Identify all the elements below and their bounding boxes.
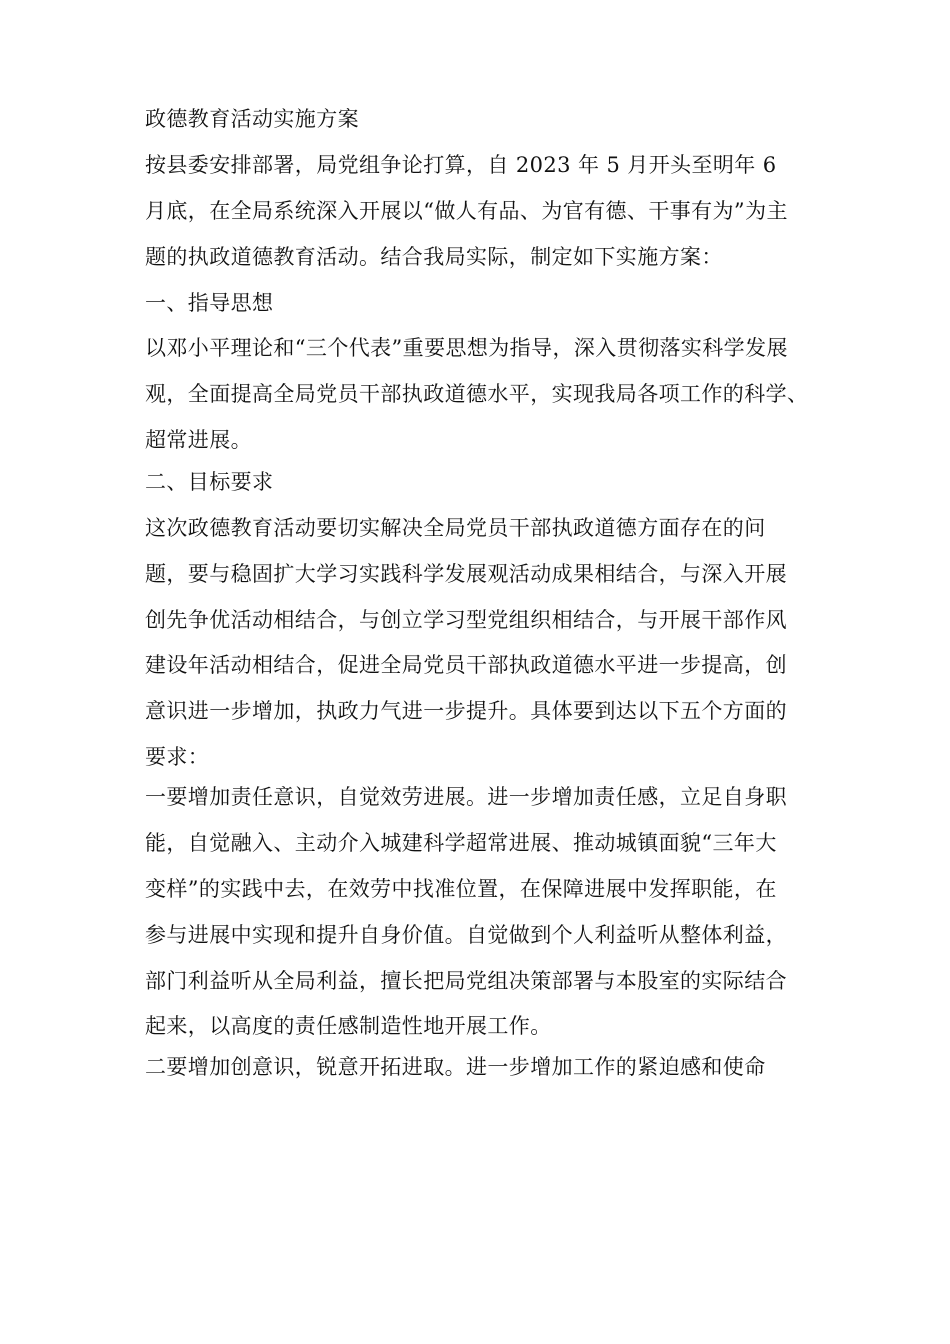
text-line: 二要增加创意识，锐意开拓进取。进一步增加工作的紧迫感和使命 [145, 1055, 766, 1079]
text-line: 参与进展中实现和提升自身价值。自觉做到个人利益听从整体利益， [145, 923, 787, 947]
text-line: 部门利益听从全局利益，擅长把局党组决策部署与本股室的实际结合 [145, 969, 787, 993]
text-line: 变样”的实践中去，在效劳中找准位置，在保障进展中发挥职能，在 [145, 877, 777, 901]
text-line: 超常进展。 [145, 428, 252, 452]
text-line: 创先争优活动相结合，与创立学习型党组织相结合，与开展干部作风 [145, 608, 787, 632]
section-heading: 一、指导思想 [145, 291, 274, 315]
text-line: 起来，以高度的责任感制造性地开展工作。 [145, 1014, 552, 1038]
text-line: 能，自觉融入、主动介入城建科学超常进展、推动城镇面貌“三年大 [145, 831, 777, 855]
document-title: 政德教育活动实施方案 [145, 107, 359, 131]
text-line: 按县委安排部署，局党组争论打算，自 2023 年 5 月开头至明年 6 [145, 153, 777, 177]
text-line: 月底，在全局系统深入开展以“做人有品、为官有德、干事有为”为主 [145, 199, 788, 223]
text-line: 建设年活动相结合，促进全局党员干部执政道德水平进一步提高，创 [145, 653, 787, 677]
section-heading: 二、目标要求 [145, 470, 274, 494]
text-line: 要求： [145, 745, 210, 769]
text-line: 题，要与稳固扩大学习实践科学发展观活动成果相结合，与深入开展 [145, 562, 787, 586]
text-line: 一要增加责任意识，自觉效劳进展。进一步增加责任感，立足自身职 [145, 785, 787, 809]
text-line: 以邓小平理论和“三个代表”重要思想为指导，深入贯彻落实科学发展 [145, 336, 788, 360]
text-line: 意识进一步增加，执政力气进一步提升。具体要到达以下五个方面的 [145, 699, 787, 723]
text-line: 题的执政道德教育活动。结合我局实际，制定如下实施方案： [145, 245, 723, 269]
text-line: 观，全面提高全局党员干部执政道德水平，实现我局各项工作的科学、 [145, 382, 809, 406]
text-line: 这次政德教育活动要切实解决全局党员干部执政道德方面存在的问 [145, 516, 766, 540]
